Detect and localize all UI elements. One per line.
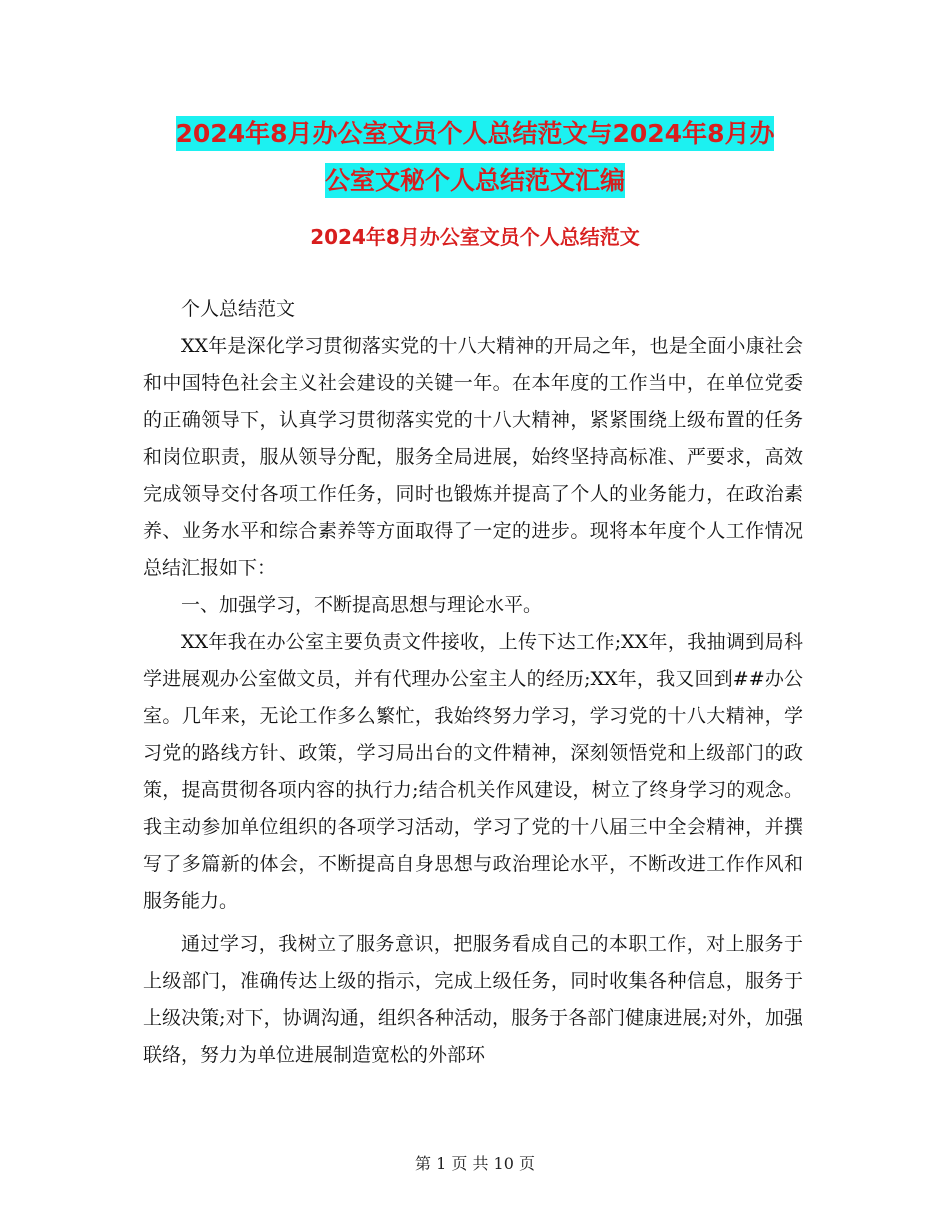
body-text (143, 291, 803, 1074)
paragraph: 通过学习，我树立了服务意识，把服务看成自己的本职工作，对上服务于上级部门，准确传达上级的指示，完成上级任务，同时收集各种信息，服务于上级决策;对下，协调沟通，组织各种活动，服务于各部门健康进展;对外，加强联络，努力为单位进展制造宽松的外部环 (143, 933, 803, 1066)
page-footer: 第 1 页 共 10 页 (415, 1154, 535, 1173)
section-heading: 2024年8月办公室文员个人总结范文 (310, 225, 640, 249)
document-title-line-1: 2024年8月办公室文员个人总结范文与2024年8月办 (176, 116, 775, 151)
paragraph: XX年我在办公室主要负责文件接收，上传下达工作;XX年，我抽调到局科学进展观办公室做文员，并有代理办公室主人的经历;XX年，我又回到##办公室。几年来，无论工作多么繁忙，我始终努力学习，学习党的十八大精神，学习党的路线方针、政策，学习局出台的文件精神，深刻领悟党和上级部门的政策，提高贯彻各项内容的执行力;结合机关作风建设，树立了终身学习的观念。我主动参加单位组织的各项学习活动，学习了党的十八届三中全会精神，并撰写了多篇新的体会，不断提高自身思想与政治理论水平，不断改进工作作风和服务能力。 (143, 631, 803, 912)
paragraph: 一、加强学习，不断提高思想与理论水平。 (181, 594, 543, 616)
paragraph: 个人总结范文 (181, 298, 296, 320)
paragraph: XX年是深化学习贯彻落实党的十八大精神的开局之年，也是全面小康社会和中国特色社会主义社会建设的关键一年。在本年度的工作当中，在单位党委的正确领导下，认真学习贯彻落实党的十八大精神，紧紧围绕上级布置的任务和岗位职责，服从领导分配，服务全局进展，始终坚持高标准、严要求，高效完成领导交付各项工作任务，同时也锻炼并提高了个人的业务能力，在政治素养、业务水平和综合素养等方面取得了一定的进步。现将本年度个人工作情况总结汇报如下： (143, 335, 803, 579)
document-title-line-2: 公室文秘个人总结范文汇编 (325, 163, 625, 198)
document-title (0, 110, 950, 204)
